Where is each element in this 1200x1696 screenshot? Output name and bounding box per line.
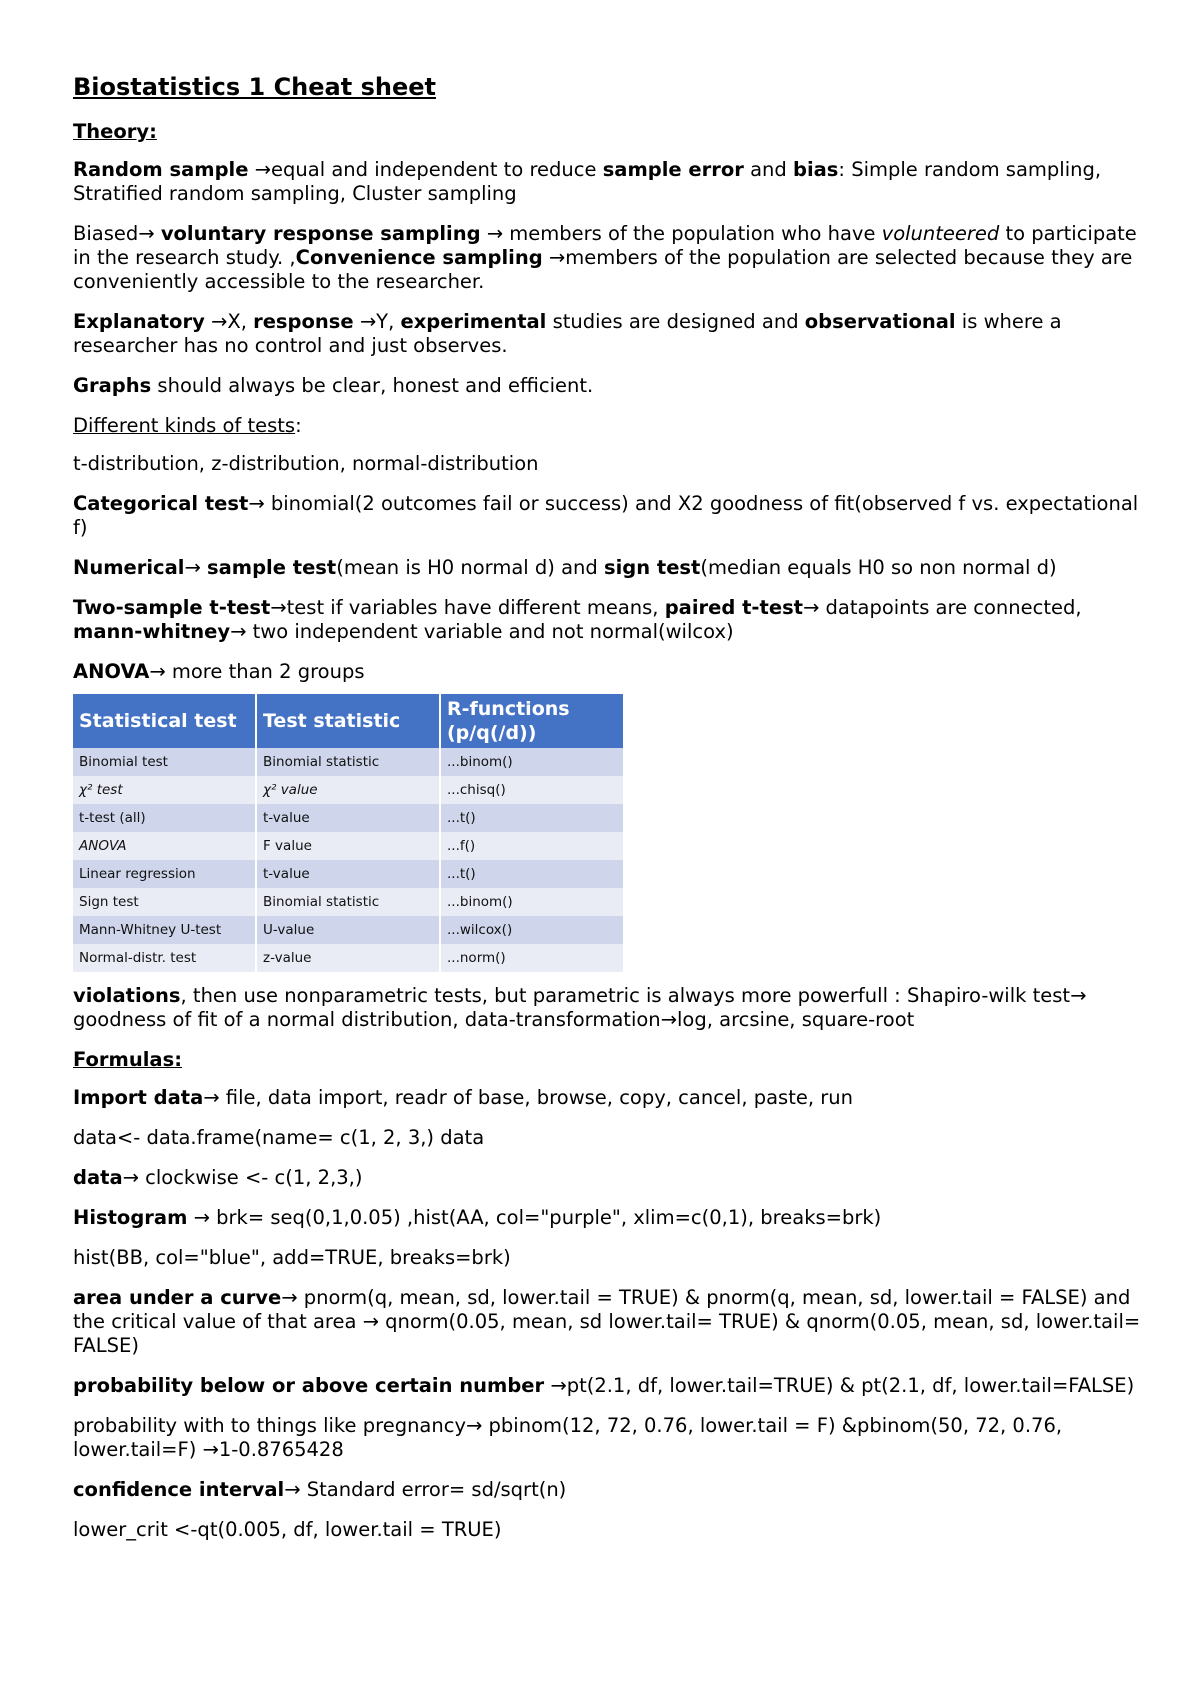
table-row <box>73 748 624 776</box>
table-row <box>73 916 624 944</box>
paragraph-graphs: Graphs should always be clear, honest and efficient. <box>73 374 594 397</box>
table-cell: t-value <box>256 860 440 888</box>
table-cell: t-value <box>256 804 440 832</box>
table-cell: Linear regression <box>73 860 256 888</box>
table-cell: t-test (all) <box>73 804 256 832</box>
paragraph-two-sample: Two-sample t-test→test if variables have different means, paired t-test→ datapoints are connected, mann-whitney→ two independent variable and not normal(wilcox) <box>73 596 1082 643</box>
table-cell: U-value <box>256 916 440 944</box>
table-cell: Mann-Whitney U-test <box>73 916 256 944</box>
table-cell: ...t() <box>440 860 624 888</box>
paragraph-pregnancy: probability with to things like pregnancy→ pbinom(12, 72, 0.76, lower.tail = F) &pbinom(50, 72, 0.76, lower.tail=F) →1-0.8765428 <box>73 1414 1063 1461</box>
table-header-cell: R-functions (p/q(/d)) <box>440 694 624 748</box>
table-cell: ...wilcox() <box>440 916 624 944</box>
paragraph-violations: violations, then use nonparametric tests, but parametric is always more powerfull : Shapiro-wilk test→ goodness of fit of a normal distribution, data-transformation→log, arcsine, square-root <box>73 984 1087 1031</box>
formulas-heading: Formulas: <box>73 1048 182 1071</box>
table-cell: Normal-distr. test <box>73 944 256 972</box>
table-row <box>73 832 624 860</box>
paragraph-biased: Biased→ voluntary response sampling → members of the population who have volunteered to participate in the research study. ,Convenience sampling →members of the population are selected because they are conveniently accessible to the researcher. <box>73 222 1137 293</box>
table-header-row <box>73 694 624 748</box>
paragraph-data-clockwise: data→ clockwise <- c(1, 2,3,) <box>73 1166 363 1189</box>
paragraph-anova: ANOVA→ more than 2 groups <box>73 660 365 683</box>
statistical-test-table <box>73 694 625 972</box>
paragraph-numerical: Numerical→ sample test(mean is H0 normal d) and sign test(median equals H0 so non normal d) <box>73 556 1057 579</box>
paragraph-lower-crit: lower_crit <-qt(0.005, df, lower.tail = TRUE) <box>73 1518 502 1541</box>
tests-heading: Different kinds of tests: <box>73 414 302 437</box>
table-row <box>73 888 624 916</box>
table-cell: ...chisq() <box>440 776 624 804</box>
paragraph-random-sample: Random sample →equal and independent to reduce sample error and bias: Simple random sampling, Stratified random sampling, Cluster sampling <box>73 158 1102 205</box>
paragraph-explanatory: Explanatory →X, response →Y, experimental studies are designed and observational is where a researcher has no control and just observes. <box>73 310 1062 357</box>
document-title: Biostatistics 1 Cheat sheet <box>73 73 436 101</box>
table-cell: ...binom() <box>440 888 624 916</box>
table-header-cell: Test statistic <box>256 694 440 748</box>
table-cell: ...f() <box>440 832 624 860</box>
paragraph-hist-bb: hist(BB, col="blue", add=TRUE, breaks=brk) <box>73 1246 511 1269</box>
paragraph-data-frame: data<- data.frame(name= c(1, 2, 3,) data <box>73 1126 485 1149</box>
table-row <box>73 860 624 888</box>
paragraph-import-data: Import data→ file, data import, readr of base, browse, copy, cancel, paste, run <box>73 1086 853 1109</box>
table-cell: Binomial statistic <box>256 888 440 916</box>
table-cell: χ² value <box>256 776 440 804</box>
table-cell: ...binom() <box>440 748 624 776</box>
paragraph-categorical: Categorical test→ binomial(2 outcomes fail or success) and X2 goodness of fit(observed f vs. expectational f) <box>73 492 1139 539</box>
table-cell: ...norm() <box>440 944 624 972</box>
table-row <box>73 944 624 972</box>
paragraph-area-under-curve: area under a curve→ pnorm(q, mean, sd, lower.tail = TRUE) & pnorm(q, mean, sd, lower.tail = FALSE) and the critical value of that area → qnorm(0.05, mean, sd lower.tail= TRUE) & qnorm(0.05, mean, sd, lower.tail= FALSE) <box>73 1286 1141 1357</box>
table-cell: z-value <box>256 944 440 972</box>
paragraph-distributions: t-distribution, z-distribution, normal-distribution <box>73 452 539 475</box>
table-cell: χ² test <box>73 776 256 804</box>
table-cell: Binomial test <box>73 748 256 776</box>
paragraph-probability: probability below or above certain number →pt(2.1, df, lower.tail=TRUE) & pt(2.1, df, lower.tail=FALSE) <box>73 1374 1135 1397</box>
table-cell: Binomial statistic <box>256 748 440 776</box>
document-page <box>73 72 1143 1558</box>
table-row <box>73 804 624 832</box>
table-cell: Sign test <box>73 888 256 916</box>
paragraph-confidence-interval: confidence interval→ Standard error= sd/sqrt(n) <box>73 1478 567 1501</box>
theory-heading: Theory: <box>73 120 157 143</box>
paragraph-histogram: Histogram → brk= seq(0,1,0.05) ,hist(AA, col="purple", xlim=c(0,1), breaks=brk) <box>73 1206 882 1229</box>
table-row <box>73 776 624 804</box>
table-cell: ANOVA <box>73 832 256 860</box>
table-cell: F value <box>256 832 440 860</box>
table-cell: ...t() <box>440 804 624 832</box>
table-header-cell: Statistical test <box>73 694 256 748</box>
